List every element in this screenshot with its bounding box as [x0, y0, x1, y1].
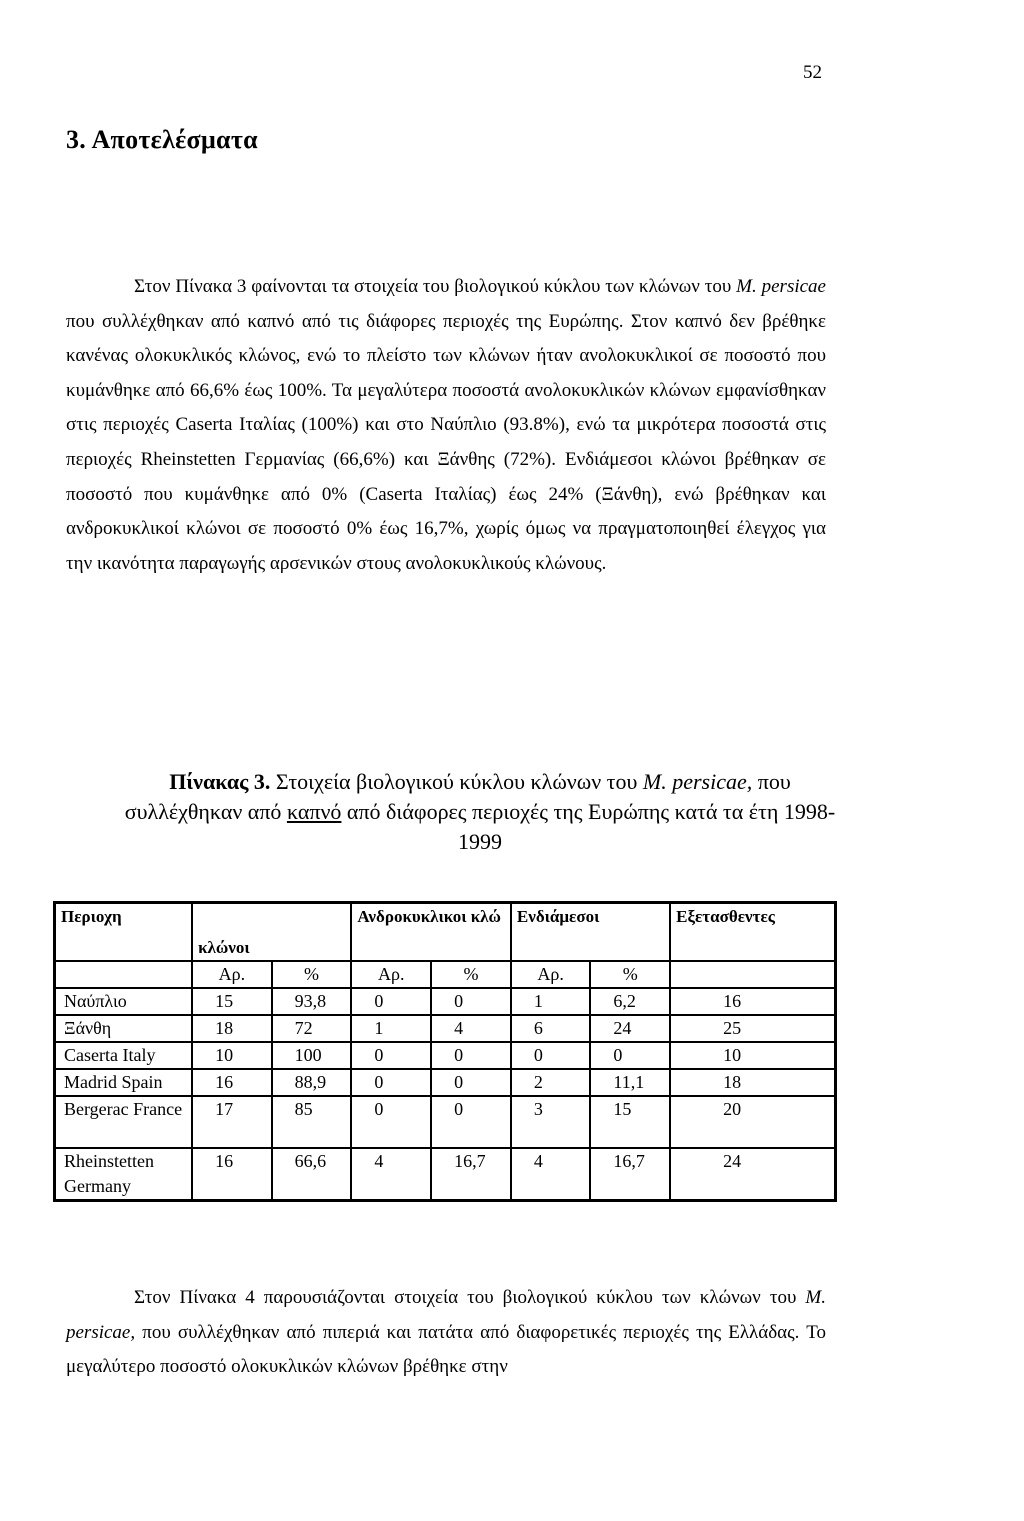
paragraph-text: Στον Πίνακα 3 φαίνονται τα στοιχεία του βιολογικού κύκλου των κλώνων του	[134, 276, 737, 297]
cell-value: 0	[431, 1042, 511, 1069]
cell-value: 24	[590, 1015, 670, 1042]
cell-value: 16,7	[590, 1148, 670, 1201]
subheader-count: Αρ.	[192, 961, 272, 988]
page-number: 52	[803, 62, 822, 83]
cell-value: 0	[351, 988, 431, 1015]
cell-value: 16,7	[431, 1148, 511, 1201]
results-table	[53, 901, 837, 1202]
cell-value: 88,9	[272, 1069, 352, 1096]
caption-text: που συλλέχθηκαν από	[124, 769, 791, 824]
cell-region: Ναύπλιο	[55, 988, 193, 1015]
cell-value: 6	[511, 1015, 590, 1042]
cell-value: 4	[431, 1015, 511, 1042]
cell-value: 85	[272, 1096, 352, 1148]
cell-value: 11,1	[590, 1069, 670, 1096]
cell-value: 0	[351, 1096, 431, 1148]
paragraph-text: Στον Πίνακα 4 παρουσιάζονται στοιχεία του βιολογικού κύκλου των κλώνων του	[134, 1287, 806, 1308]
cell-value: 18	[192, 1015, 272, 1042]
header-region: Περιοχη	[55, 903, 193, 962]
subheader-count: Αρ.	[351, 961, 431, 988]
section-title: 3. Αποτελέσματα	[66, 125, 258, 154]
cell-value: 0	[590, 1042, 670, 1069]
cell-value: 2	[511, 1069, 590, 1096]
cell-value: 100	[272, 1042, 352, 1069]
cell-total: 20	[670, 1096, 835, 1148]
caption-text: Στοιχεία βιολογικού κύκλου κλώνων του	[270, 769, 643, 794]
subheader-percent: %	[590, 961, 670, 988]
next-table-paragraph	[66, 1281, 826, 1385]
table-subheader-row	[55, 961, 836, 988]
table-row	[55, 988, 836, 1015]
cell-region: Caserta Italy	[55, 1042, 193, 1069]
cell-region: Ξάνθη	[55, 1015, 193, 1042]
table-row	[55, 1096, 836, 1148]
cell-value: 15	[590, 1096, 670, 1148]
cell-value: 0	[431, 1096, 511, 1148]
cell-value: 1	[351, 1015, 431, 1042]
cell-value: 0	[351, 1042, 431, 1069]
results-paragraph	[66, 270, 826, 581]
paragraph-text: που συλλέχθηκαν από πιπεριά και πατάτα από διαφορετικές περιοχές της Ελλάδας. Το μεγαλύτερο ποσοστό ολοκυκλικών κλώνων βρέθηκε στην	[66, 1321, 826, 1378]
table-row	[55, 1042, 836, 1069]
paragraph-text: που συλλέχθηκαν από καπνό από τις διάφορες περιοχές της Ευρώπης. Στον καπνό δεν βρέθηκε κανένας ολοκυκλικός κλώνος, ενώ το πλείστο των κλώνων ήταν ανολοκυκλικοί σε ποσοστό που κυμάνθηκε από 66,6% έως 100%. Τα μεγαλύτερα ποσοστά ανολοκυκλικών κλώνων εμφανίσθηκαν στις περιοχές Caserta Ιταλίας (100%) και στο Ναύπλιο (93.8%), ενώ τα μικρότερα ποσοστά στις περιοχές Rheinstetten Γερμανίας (66,6%) και Ξάνθης (72%). Ενδιάμεσοι κλώνοι βρέθηκαν σε ποσοστό που κυμάνθηκε από 0% (Caserta Ιταλίας) έως 24% (Ξάνθη), ενώ βρέθηκαν και ανδροκυκλικοί κλώνοι σε ποσοστό 0% έως 16,7%, χωρίς όμως να πραγματοποιηθεί έλεγχος για την ικανότητα παραγωγής αρσενικών στους ανολοκυκλικούς κλώνους.	[66, 310, 826, 574]
cell-value: 6,2	[590, 988, 670, 1015]
header-androcyclic: Ανδροκυκλικοι κλώ	[351, 903, 511, 962]
cell-value: 66,6	[272, 1148, 352, 1201]
species-name: M. persicae,	[66, 1287, 826, 1343]
caption-text: από διάφορες περιοχές της Ευρώπης κατά τα έτη 1998-1999	[341, 799, 836, 854]
cell-total: 18	[670, 1069, 835, 1096]
cell-value: 4	[351, 1148, 431, 1201]
table-row	[55, 1069, 836, 1096]
subheader-count: Αρ.	[511, 961, 590, 988]
table-row	[55, 1148, 836, 1201]
table-caption	[120, 767, 840, 857]
table-header-row	[55, 903, 836, 962]
table-caption-label: Πίνακας 3.	[169, 769, 271, 794]
cell-region: Bergerac France	[55, 1096, 193, 1148]
subheader-empty	[670, 961, 835, 988]
header-anholocyclic: κλώνοι	[192, 903, 351, 962]
subheader-empty	[55, 961, 193, 988]
cell-value: 0	[431, 988, 511, 1015]
species-name: M. persicae	[736, 276, 826, 297]
cell-region: Rheinstetten Germany	[55, 1148, 193, 1201]
cell-value: 0	[351, 1069, 431, 1096]
cell-value: 1	[511, 988, 590, 1015]
cell-value: 3	[511, 1096, 590, 1148]
table-row	[55, 1015, 836, 1042]
cell-value: 16	[192, 1148, 272, 1201]
cell-value: 0	[511, 1042, 590, 1069]
cell-value: 15	[192, 988, 272, 1015]
cell-value: 4	[511, 1148, 590, 1201]
cell-total: 24	[670, 1148, 835, 1201]
cell-value: 10	[192, 1042, 272, 1069]
header-intermediate: Ενδιάμεσοι	[511, 903, 670, 962]
cell-value: 0	[431, 1069, 511, 1096]
cell-total: 16	[670, 988, 835, 1015]
cell-value: 93,8	[272, 988, 352, 1015]
cell-value: 16	[192, 1069, 272, 1096]
cell-total: 25	[670, 1015, 835, 1042]
subheader-percent: %	[272, 961, 352, 988]
cell-value: 72	[272, 1015, 352, 1042]
caption-underlined-word: καπνό	[286, 799, 342, 824]
cell-total: 10	[670, 1042, 835, 1069]
species-name: M. persicae,	[642, 769, 753, 794]
cell-region: Madrid Spain	[55, 1069, 193, 1096]
cell-value: 17	[192, 1096, 272, 1148]
subheader-percent: %	[431, 961, 511, 988]
header-examined: Εξετασθεντες	[670, 903, 835, 962]
